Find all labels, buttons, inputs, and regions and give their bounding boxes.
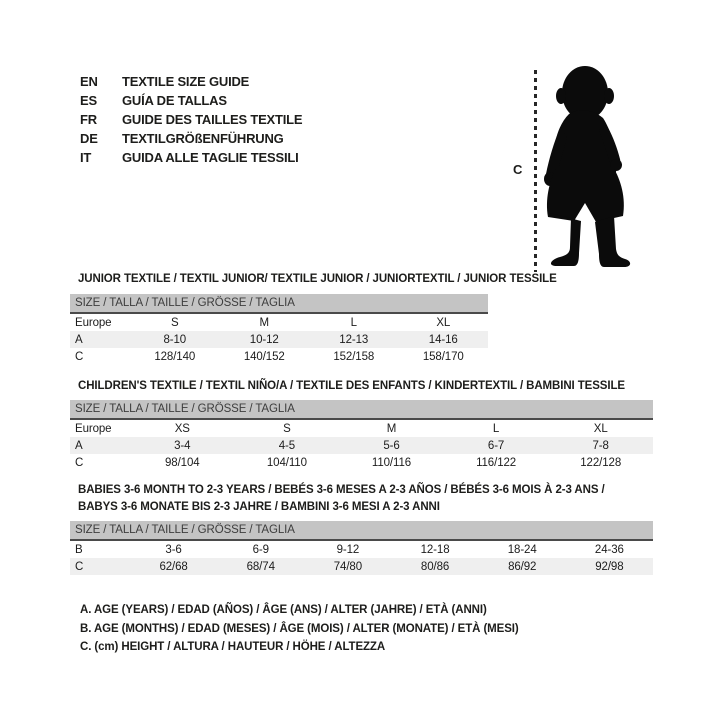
cell: 12-13 [309, 331, 399, 348]
section-title-babies [78, 482, 605, 516]
language-code: EN [80, 74, 98, 89]
cell: 24-36 [594, 543, 624, 556]
row-label: C [75, 350, 84, 363]
cell: 5-6 [339, 437, 444, 454]
cell: 3-4 [130, 437, 235, 454]
cell: 80/86 [391, 558, 478, 575]
section-title-line: BABIES 3-6 MONTH TO 2-3 YEARS / BEBÉS 3-6 MESES A 2-3 AÑOS / BÉBÉS 3-6 MOIS À 2-3 ANS / [78, 484, 605, 496]
language-label: TEXTILE SIZE GUIDE [122, 74, 250, 89]
cell: 128/140 [154, 350, 196, 363]
cell: 116/122 [476, 456, 517, 469]
cell: 140/152 [243, 350, 285, 363]
cell: XL [436, 316, 451, 329]
language-label: GUIDA ALLE TAGLIE TESSILI [122, 150, 299, 165]
legend-line-b: B. AGE (MONTHS) / EDAD (MESES) / ÂGE (MOIS) / ALTER (MONATE) / ETÀ (MESI) [80, 622, 519, 635]
language-label: TEXTILGRÖßENFÜHRUNG [122, 131, 284, 146]
table-row [70, 331, 488, 348]
cell: 98/104 [165, 456, 200, 469]
row-label: C [75, 456, 84, 469]
language-list [80, 72, 302, 167]
language-row [80, 129, 302, 148]
cell: 4-5 [235, 437, 340, 454]
legend [80, 601, 519, 657]
cell: XL [593, 422, 608, 435]
height-measure-label: C [513, 162, 523, 177]
cell: L [350, 316, 357, 329]
cell: M [386, 422, 397, 435]
cell: 104/110 [266, 456, 307, 469]
size-header-bar: SIZE / TALLA / TAILLE / GRÖSSE / TAGLIA [70, 521, 653, 540]
size-header-bar: SIZE / TALLA / TAILLE / GRÖSSE / TAGLIA [70, 400, 653, 419]
junior-size-table [70, 294, 488, 365]
table-row [70, 558, 653, 575]
language-label: GUÍA DE TALLAS [122, 93, 227, 108]
language-code: ES [80, 93, 97, 108]
language-label: GUIDE DES TAILLES TEXTILE [122, 112, 303, 127]
cell: 152/158 [333, 350, 375, 363]
row-label: C [70, 558, 130, 575]
cell: 86/92 [479, 558, 566, 575]
cell: 110/116 [371, 456, 412, 469]
legend-line-a: A. AGE (YEARS) / EDAD (AÑOS) / ÂGE (ANS) / ALTER (JAHRE) / ETÀ (ANNI) [80, 604, 487, 616]
cell: 68/74 [217, 558, 304, 575]
language-row [80, 110, 302, 129]
cell: 92/98 [566, 558, 653, 575]
cell: L [492, 422, 500, 435]
cell: 74/80 [304, 558, 391, 575]
cell: 3-6 [165, 543, 182, 556]
cell: 10-12 [220, 331, 310, 348]
row-label: A [70, 437, 130, 454]
cell: 6-7 [444, 437, 549, 454]
cell: 122/128 [580, 456, 622, 469]
cell: S [170, 316, 179, 329]
row-label: A [70, 331, 130, 348]
section-title-junior: JUNIOR TEXTILE / TEXTIL JUNIOR/ TEXTILE JUNIOR / JUNIORTEXTIL / JUNIOR TESSILE [78, 273, 557, 285]
table-row [70, 419, 653, 437]
table-row [70, 454, 653, 471]
row-label: Europe [75, 316, 112, 329]
language-code: IT [80, 150, 92, 165]
language-row [80, 91, 302, 110]
children-size-table [70, 400, 653, 471]
language-row [80, 72, 302, 91]
table-row [70, 437, 653, 454]
cell: XS [174, 422, 190, 435]
language-code: DE [80, 131, 98, 146]
cell: 62/68 [130, 558, 217, 575]
row-label: Europe [75, 422, 112, 435]
legend-line-c: C. (cm) HEIGHT / ALTURA / HAUTEUR / HÖHE / ALTEZZA [80, 641, 386, 653]
cell: S [283, 422, 291, 435]
cell: 7-8 [548, 437, 653, 454]
row-label: B [75, 543, 83, 556]
section-title-line: BABYS 3-6 MONATE BIS 2-3 JAHRE / BAMBINI 3-6 MESI A 2-3 ANNI [78, 501, 440, 513]
height-measure-line [534, 70, 537, 272]
cell: 14-16 [399, 331, 489, 348]
cell: M [259, 316, 269, 329]
cell: 9-12 [336, 543, 360, 556]
cell: 158/170 [422, 350, 464, 363]
toddler-silhouette-image [541, 64, 633, 268]
cell: 8-10 [130, 331, 220, 348]
table-row [70, 540, 653, 558]
babies-size-table [70, 521, 653, 575]
language-code: FR [80, 112, 97, 127]
section-title-children: CHILDREN'S TEXTILE / TEXTIL NIÑO/A / TEXTILE DES ENFANTS / KINDERTEXTIL / BAMBINI TESSILE [78, 380, 625, 392]
cell: 18-24 [507, 543, 537, 556]
language-row [80, 148, 302, 167]
cell: 12-18 [420, 543, 450, 556]
table-row [70, 313, 488, 331]
size-header-bar: SIZE / TALLA / TAILLE / GRÖSSE / TAGLIA [70, 294, 488, 313]
cell: 6-9 [252, 543, 269, 556]
table-row [70, 348, 488, 365]
